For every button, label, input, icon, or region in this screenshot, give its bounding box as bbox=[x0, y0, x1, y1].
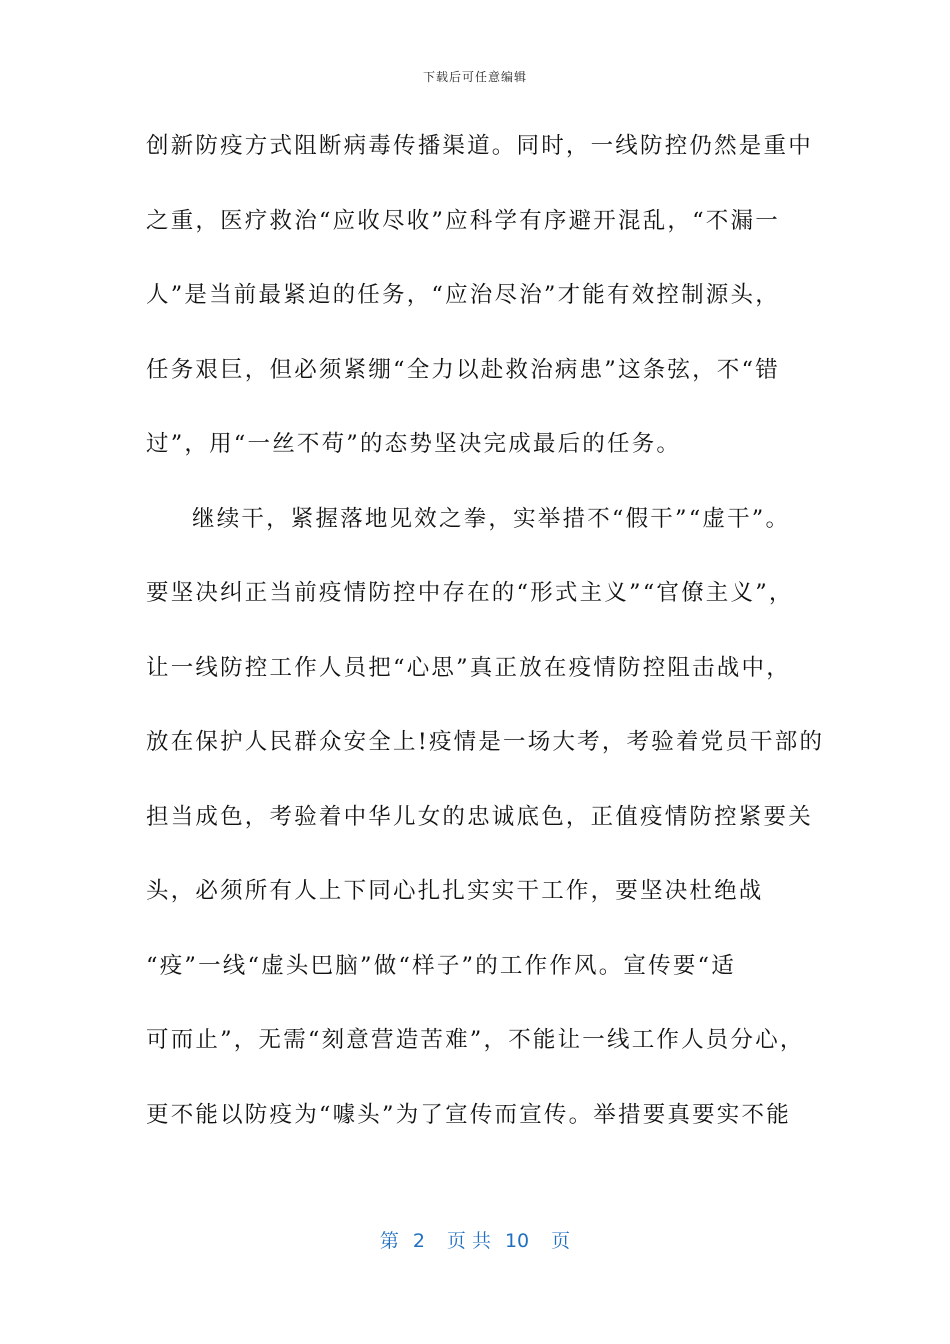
text-line: 之重，医疗救治“应收尽收”应科学有序避开混乱，“不漏一 bbox=[146, 207, 780, 234]
header-note: 下载后可任意编辑 bbox=[422, 70, 527, 84]
text-line: 头，必须所有人上下同心扎扎实实干工作，要坚决杜绝战 bbox=[146, 878, 764, 904]
document-body bbox=[146, 124, 825, 1167]
footer-middle: 页 共 bbox=[446, 1230, 491, 1252]
text-line: 要坚决纠正当前疫情防控中存在的“形式主义”“官僚主义”， bbox=[146, 580, 794, 606]
text-line: 过”，用“一丝不苟”的态势坚决完成最后的任务。 bbox=[146, 431, 682, 457]
text-line: 担当成色，考验着中华儿女的忠诚底色，正值疫情防控紧要关 bbox=[146, 803, 813, 830]
current-page-number: 2 bbox=[412, 1230, 425, 1252]
footer-prefix: 第 bbox=[379, 1230, 399, 1252]
total-pages-number: 10 bbox=[504, 1230, 530, 1252]
text-line: 让一线防控工作人员把“心思”真正放在疫情防控阻击战中， bbox=[146, 654, 791, 681]
text-line: “疫”一线“虚头巴脑”做“样子”的工作作风。宣传要“适 bbox=[146, 952, 736, 979]
footer-suffix: 页 bbox=[551, 1230, 571, 1252]
text-line: 可而止”，无需“刻意营造苦难”，不能让一线工作人员分心， bbox=[146, 1027, 805, 1053]
paragraph-start-line: 继续干，紧握落地见效之拳，实举措不“假干”“虚干”。 bbox=[192, 505, 791, 532]
text-line: 更不能以防疫为“噱头”为了宣传而宣传。举措要真要实不能 bbox=[146, 1101, 791, 1128]
page-footer bbox=[0, 1226, 950, 1253]
text-line: 人”是当前最紧迫的任务，“应治尽治”才能有效控制源头， bbox=[146, 282, 780, 308]
text-line: 创新防疫方式阻断病毒传播渠道。同时，一线防控仍然是重中 bbox=[146, 133, 813, 159]
text-line: 放在保护人民群众安全上!疫情是一场大考，考验着党员干部的 bbox=[146, 729, 825, 755]
text-line: 任务艰巨，但必须紧绷“全力以赴救治病患”这条弦，不“错 bbox=[146, 356, 780, 383]
